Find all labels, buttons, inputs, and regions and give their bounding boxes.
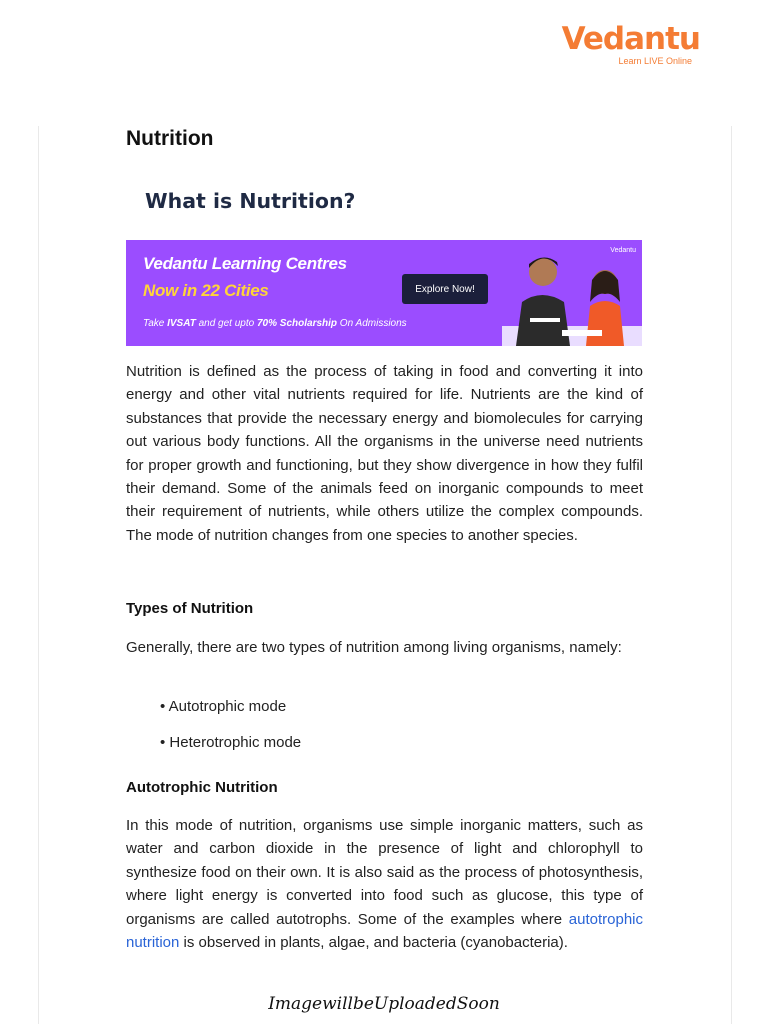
list-item: • Autotrophic mode — [160, 698, 287, 715]
logo-wordmark: Vedantu — [561, 21, 700, 57]
autotrophic-paragraph: In this mode of nutrition, organisms use simple inorganic matters, such as water and carbon dioxide in the presence of light and chlorophyll to synthesize food on their own. It is also said as the process of photosynthesis, where light energy is converted into food such as glucose, this type of organisms are called autotrophs. Some of the examples where autotrophic nutrition is observed in plants, algae, and bacteria (cyanobacteria). — [126, 817, 643, 952]
autotrophic-heading: Autotrophic Nutrition — [126, 779, 278, 796]
intro-paragraph: Nutrition is defined as the process of taking in food and converting it into energy and other vital nutrients required for life. Nutrients are the kind of substances that provide the necessary energy and biomolecules for carrying out various body functions. All the organisms in the universe need nutrients for proper growth and functioning, but they show divergence in how they fulfil their demand. Some of the animals feed on inorganic compounds to meet their requirement of nutrients, while others utilize the complex compounds. The mode of nutrition changes from one species to another species. — [126, 363, 643, 544]
banner-subheadline: Now in 22 Cities — [143, 281, 269, 300]
explore-now-button[interactable]: Explore Now! — [402, 274, 488, 304]
banner-people-illustration — [502, 240, 642, 346]
list-item: • Heterotrophic mode — [160, 734, 302, 751]
banner-headline: Vedantu Learning Centres — [143, 254, 347, 273]
types-paragraph: Generally, there are two types of nutrition among living organisms, namely: — [126, 639, 622, 656]
vedantu-logo[interactable] — [562, 22, 700, 66]
banner-offer-text: Take IVSAT and get upto 70% Scholarship On Admissions — [143, 318, 407, 329]
banner-corner-logo: Vedantu — [610, 247, 636, 254]
autotrophic-nutrition-link[interactable]: autotrophic nutrition — [126, 910, 643, 952]
types-heading: Types of Nutrition — [126, 600, 254, 617]
promo-banner[interactable] — [126, 240, 642, 346]
document-title: Nutrition — [126, 127, 214, 150]
logo-tagline: Learn LIVE Online — [618, 56, 692, 66]
image-placeholder-text: ImagewillbeUploadedSoon — [268, 994, 500, 1014]
section-title: What is Nutrition? — [145, 189, 356, 213]
